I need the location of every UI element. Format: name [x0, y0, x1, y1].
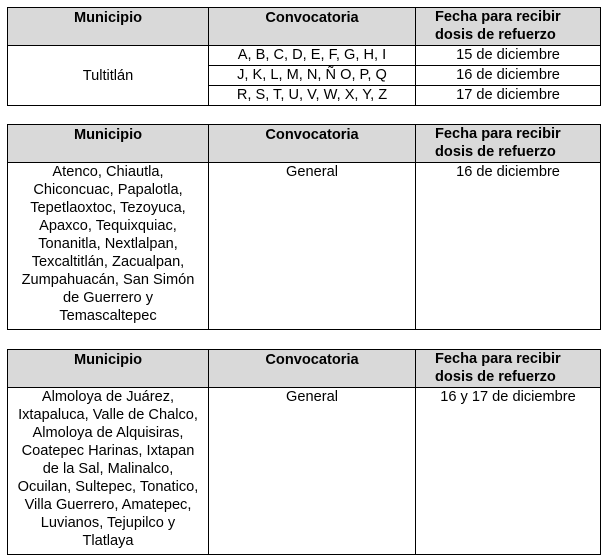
fecha-cell: 16 de diciembre: [416, 163, 601, 330]
municipio-cell: Almoloya de Juárez, Ixtapaluca, Valle de Chalco, Almoloya de Alquisiras, Coatepec Harinas, Ixtapan de la Sal, Malinalco, Ocuilan, Sultepec, Tonatico, Villa Guerrero, Amatepec, Luvianos, Tejupilco y Tlatlaya: [8, 388, 209, 555]
convocatoria-cell: A, B, C, D, E, F, G, H, I: [209, 46, 416, 66]
header-row: [8, 125, 601, 163]
header-convocatoria: Convocatoria: [209, 125, 416, 163]
header-convocatoria: Convocatoria: [209, 8, 416, 46]
municipio-cell: Atenco, Chiautla, Chiconcuac, Papalotla, Tepetlaoxtoc, Tezoyuca, Apaxco, Tequixquiac, Tonanitla, Nextlalpan, Texcaltitlán, Zacualpan, Zumpahuacán, San Simón de Guerrero y Temascaltepec: [8, 163, 209, 330]
general-table-16: [7, 124, 601, 330]
convocatoria-cell: General: [209, 163, 416, 330]
header-fecha: Fecha para recibir dosis de refuerzo: [416, 350, 601, 388]
header-municipio: Municipio: [8, 125, 209, 163]
header-municipio: Municipio: [8, 8, 209, 46]
fecha-cell: 16 de diciembre: [416, 66, 601, 86]
fecha-cell: 16 y 17 de diciembre: [416, 388, 601, 555]
header-row: [8, 350, 601, 388]
header-fecha: Fecha para recibir dosis de refuerzo: [416, 125, 601, 163]
tultitlan-table: [7, 7, 601, 106]
table-row: [8, 46, 601, 66]
municipio-cell: Tultitlán: [8, 46, 209, 106]
header-convocatoria: Convocatoria: [209, 350, 416, 388]
table-row: [8, 388, 601, 555]
fecha-cell: 15 de diciembre: [416, 46, 601, 66]
convocatoria-cell: General: [209, 388, 416, 555]
table-row: [8, 163, 601, 330]
convocatoria-cell: J, K, L, M, N, Ñ O, P, Q: [209, 66, 416, 86]
header-row: [8, 8, 601, 46]
general-table-16-17: [7, 349, 601, 555]
fecha-cell: 17 de diciembre: [416, 86, 601, 106]
header-municipio: Municipio: [8, 350, 209, 388]
header-fecha: Fecha para recibir dosis de refuerzo: [416, 8, 601, 46]
convocatoria-cell: R, S, T, U, V, W, X, Y, Z: [209, 86, 416, 106]
